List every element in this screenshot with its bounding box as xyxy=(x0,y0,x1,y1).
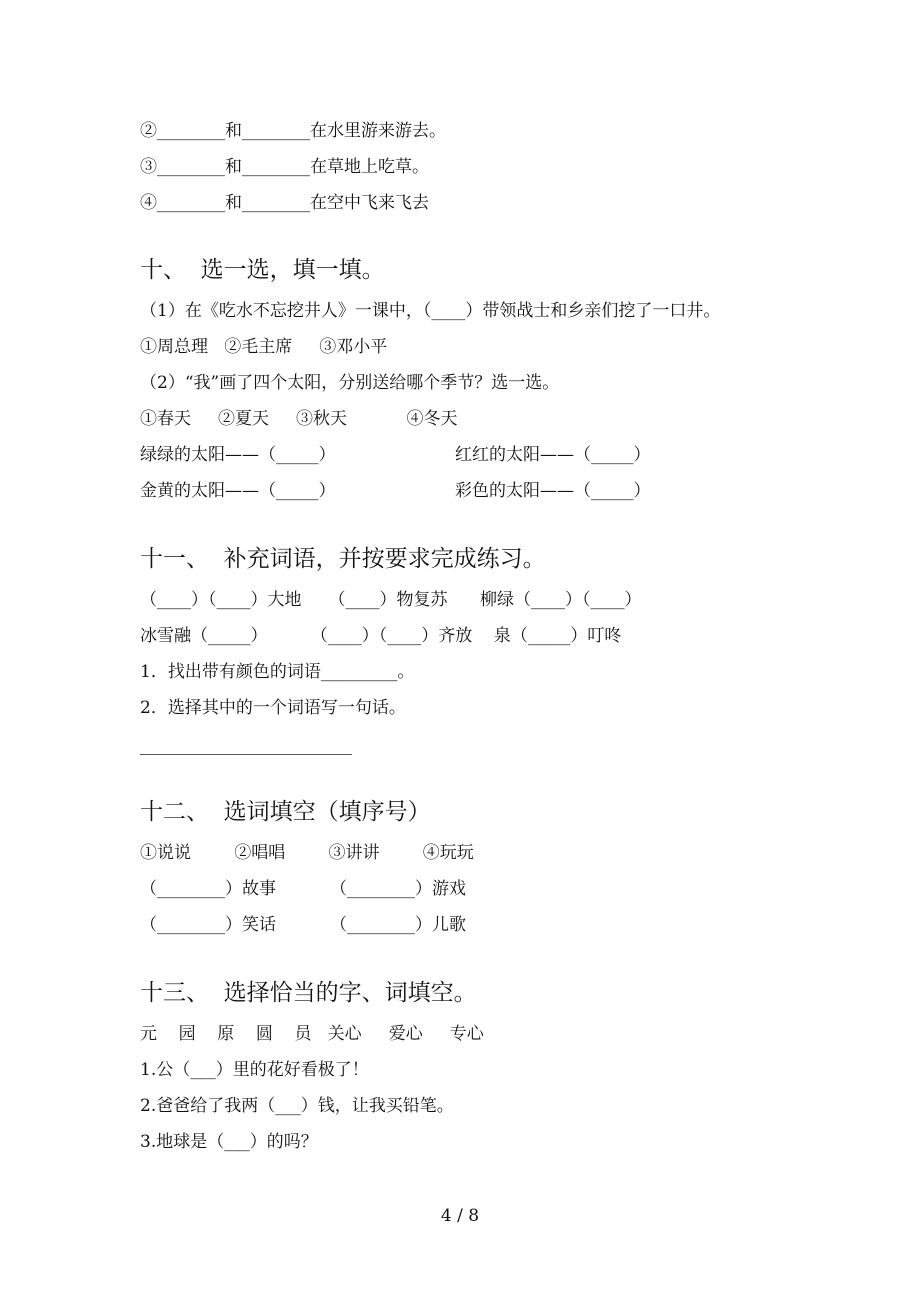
sec10-row2-right: 彩色的太阳——（_____） xyxy=(455,481,651,501)
sec11-word-row-2: 冰雪融（_____） （____）（____）齐放 泉（_____）叮咚 xyxy=(140,626,622,646)
sec11-question-2: 2．选择其中的一个词语写一句话。 xyxy=(140,698,406,718)
fill-line-2: ②________和________在水里游来游去。 xyxy=(140,121,446,141)
sec10-row2-left: 金黄的太阳——（_____） xyxy=(140,481,336,501)
section-12-title: 十二、 选词填空（填序号） xyxy=(140,799,431,825)
sec10-row1-left: 绿绿的太阳——（_____） xyxy=(140,445,336,465)
section-10-title: 十、 选一选，填一填。 xyxy=(140,257,385,283)
sec12-row-2: （________）笑话 （________）儿歌 xyxy=(140,915,467,935)
page-number: 4 / 8 xyxy=(440,1206,480,1226)
answer-line xyxy=(140,754,352,755)
sec13-question-1: 1.公（___）里的花好看极了！ xyxy=(140,1060,369,1080)
section-11-title: 十一、 补充词语，并按要求完成练习。 xyxy=(140,546,546,572)
sec13-question-2: 2.爸爸给了我两（___）钱，让我买铅笔。 xyxy=(140,1096,454,1116)
sec13-question-3: 3.地球是（___）的吗？ xyxy=(140,1132,318,1152)
sec11-question-1: 1．找出带有颜色的词语_________。 xyxy=(140,662,415,682)
fill-line-4: ④________和________在空中飞来飞去 xyxy=(140,193,429,213)
section-13-title: 十三、 选择恰当的字、词填空。 xyxy=(140,980,477,1006)
sec10-question-1-options: ①周总理 ②毛主席 ③邓小平 xyxy=(140,337,388,357)
sec10-question-2-options: ①春天 ②夏天 ③秋天 ④冬天 xyxy=(140,409,458,429)
sec10-question-1: （1）在《吃水不忘挖井人》一课中，（____）带领战士和乡亲们挖了一口井。 xyxy=(140,301,721,321)
sec10-row1-right: 红红的太阳——（_____） xyxy=(455,445,651,465)
sec13-word-choices: 元 园 原 圆 员 关心 爱心 专心 xyxy=(140,1024,484,1044)
sec12-row-1: （________）故事 （________）游戏 xyxy=(140,879,467,899)
sec11-word-row-1: （____）（____）大地 （____）物复苏 柳绿（____）（____） xyxy=(140,590,642,610)
fill-line-3: ③________和________在草地上吃草。 xyxy=(140,157,429,177)
sec12-options: ①说说 ②唱唱 ③讲讲 ④玩玩 xyxy=(140,843,474,863)
sec10-question-2: （2）“我”画了四个太阳，分别送给哪个季节？选一选。 xyxy=(140,373,560,393)
